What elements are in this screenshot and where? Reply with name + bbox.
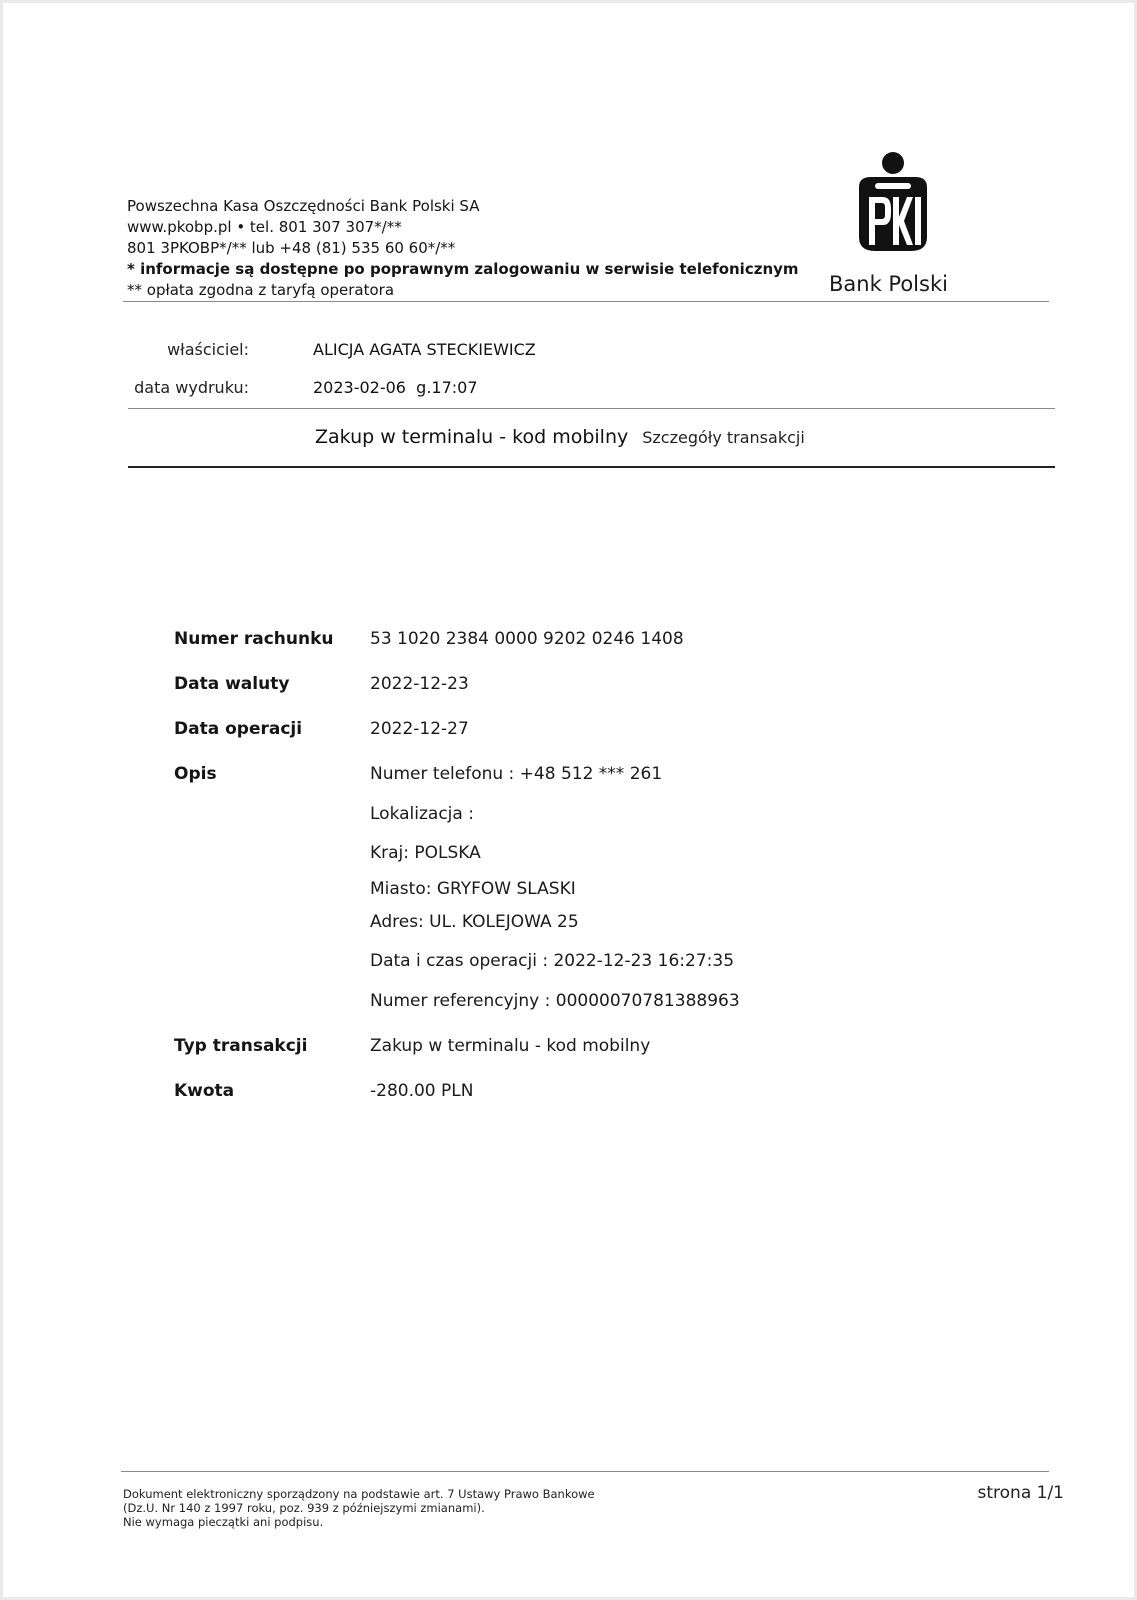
header-divider [123,301,1049,302]
amount-label: Kwota [174,1081,235,1101]
transaction-title: Zakup w terminalu - kod mobilny [315,426,629,448]
bank-phone-alt: 801 3PKOBP*/** lub +48 (81) 535 60 60*/** [127,239,456,257]
description-country: Kraj: POLSKA [370,843,481,863]
amount-value: -280.00 PLN [370,1081,474,1101]
page-number: strona 1/1 [977,1483,1064,1503]
bank-full-name: Powszechna Kasa Oszczędności Bank Polski SA [127,197,480,215]
footer-divider [121,1471,1049,1472]
description-label: Opis [174,764,217,784]
operation-date-label: Data operacji [174,719,303,739]
title-divider [128,466,1055,468]
transaction-type-value: Zakup w terminalu - kod mobilny [370,1036,651,1056]
footer-note-line: Nie wymaga pieczątki ani podpisu. [123,1515,324,1529]
owner-label: właściciel: [167,340,249,359]
description-datetime: Data i czas operacji : 2022-12-23 16:27:35 [370,951,735,971]
description-city: Miasto: GRYFOW SLASKI [370,879,576,899]
value-date-label: Data waluty [174,674,290,694]
document-page [3,3,1134,1597]
account-number-value: 53 1020 2384 0000 9202 0246 1408 [370,629,684,649]
transaction-type-label: Typ transakcji [174,1036,308,1056]
bank-contact-block [127,196,799,301]
owner-value: ALICJA AGATA STECKIEWICZ [313,340,536,359]
print-date-value: 2023-02-06 g.17:07 [313,378,478,397]
description-reference: Numer referencyjny : 00000070781388963 [370,991,740,1011]
operation-date-value: 2022-12-27 [370,719,469,739]
bank-name-label: Bank Polski [829,272,948,296]
footer-note-line: Dokument elektroniczny sporządzony na podstawie art. 7 Ustawy Prawo Bankowe [123,1487,595,1501]
bank-fee-note: ** opłata zgodna z taryfą operatora [127,281,395,299]
page-title [315,426,805,448]
bank-website-phone: www.pkobp.pl • tel. 801 307 307*/** [127,218,402,236]
description-address: Adres: UL. KOLEJOWA 25 [370,912,579,932]
footer-legal-note [123,1487,595,1529]
meta-divider [128,408,1055,409]
description-location-heading: Lokalizacja : [370,804,474,824]
description-phone: Numer telefonu : +48 512 *** 261 [370,764,663,784]
print-date-label: data wydruku: [134,378,249,397]
bank-info-note: * informacje są dostępne po poprawnym zalogowaniu w serwisie telefonicznym [127,260,799,278]
pko-logo-icon [841,151,945,263]
account-number-label: Numer rachunku [174,629,334,649]
transaction-subtitle: Szczegóły transakcji [642,428,805,447]
value-date-value: 2022-12-23 [370,674,469,694]
footer-note-line: (Dz.U. Nr 140 z 1997 roku, poz. 939 z późniejszymi zmianami). [123,1501,485,1515]
